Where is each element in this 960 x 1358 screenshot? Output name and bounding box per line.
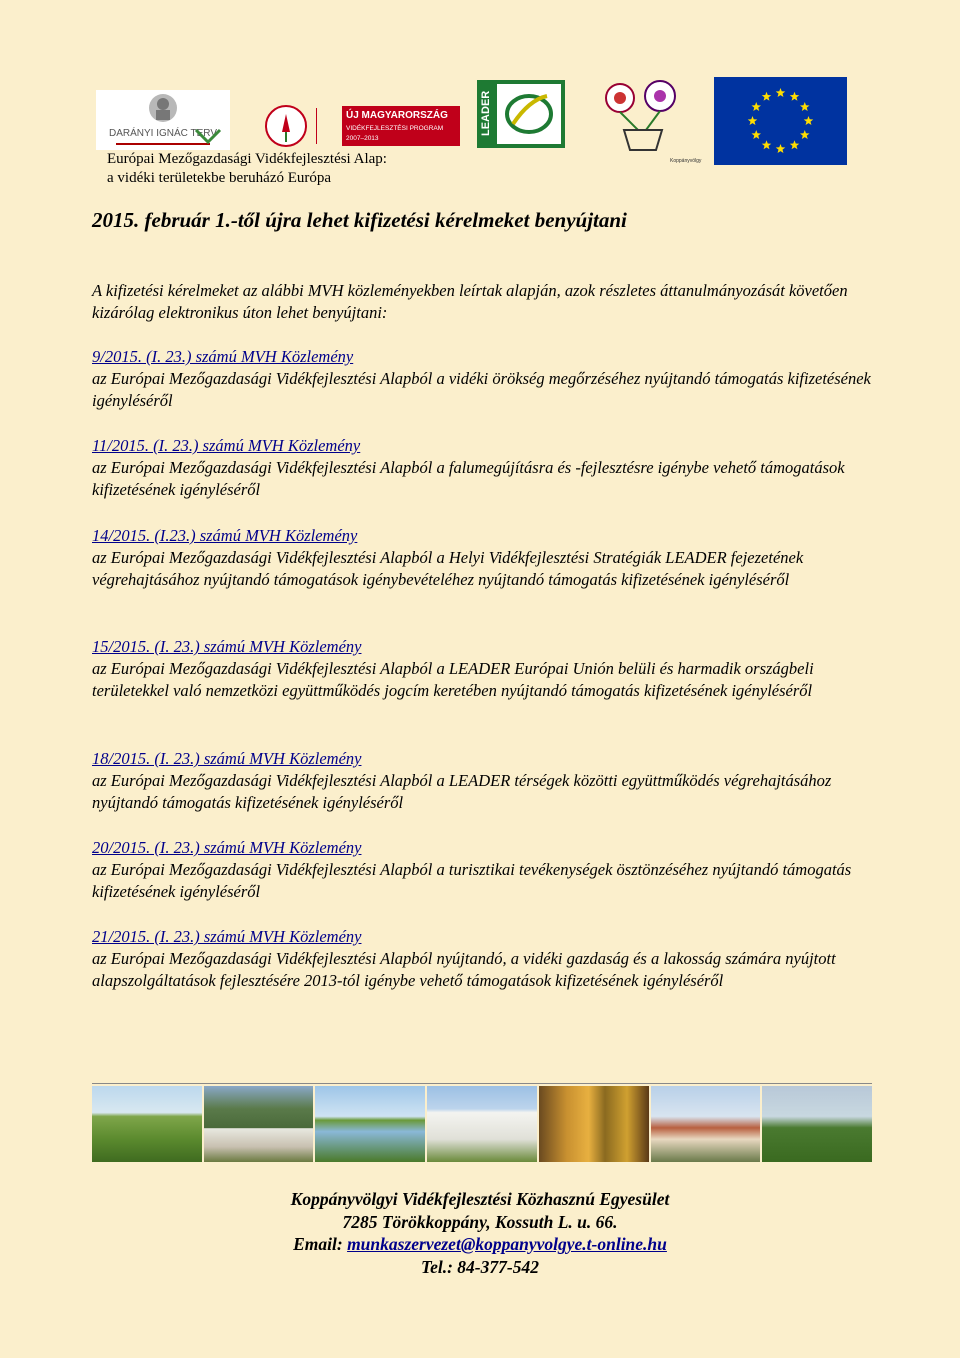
announcement-description: az Európai Mezőgazdasági Vidékfejlesztési Alapból a LEADER Európai Unión belüli és harmadik országbeli területekkel való nemzetközi együttműködés jogcím keretében nyújtandó támogatás kifizetésének igényléséről [92, 659, 814, 700]
announcement-link[interactable]: 14/2015. (I.23.) számú MVH Közlemény [92, 526, 358, 545]
announcement-description: az Európai Mezőgazdasági Vidékfejlesztési Alapból nyújtandó, a vidéki gazdaság és a lakosság számára nyújtott alapszolgáltatások fejlesztésére 2013-tól igénybe vehető támogatások kifizetésének igényléséről [92, 949, 836, 990]
eu-star-icon [748, 116, 758, 125]
eu-star-icon [762, 140, 772, 149]
announcement-item-11 [92, 435, 882, 501]
address: 7285 Törökkoppány, Kossuth L. u. 66. [342, 1211, 618, 1232]
eu-flag-logo [714, 77, 847, 165]
eu-star-icon [800, 130, 810, 139]
leader-logo [477, 80, 565, 148]
eu-star-icon [752, 102, 762, 111]
page-title: 2015. február 1.-től újra lehet kifizetési kérelmeket benyújtani [92, 208, 627, 232]
autumn-forest-photo [539, 1086, 649, 1162]
announcement-description: az Európai Mezőgazdasági Vidékfejlesztési Alapból a falumegújításra és -fejlesztésre igénybe vehető támogatások kifizetésének igényléséről [92, 458, 845, 499]
announcement-item-20 [92, 837, 882, 903]
announcement-link[interactable]: 9/2015. (I. 23.) számú MVH Közlemény [92, 347, 354, 366]
announcement-item-9 [92, 346, 882, 412]
email-line [0, 1233, 960, 1256]
umvp-line3: 2007–2013 [346, 135, 379, 142]
eu-star-icon [762, 92, 772, 101]
announcement-description: az Európai Mezőgazdasági Vidékfejlesztési Alapból a LEADER térségek közötti együttműködés végrehajtásához nyújtandó támogatás kifizetésének igényléséről [92, 771, 832, 812]
lake-photo [315, 1086, 425, 1162]
landscape-photo [92, 1086, 202, 1162]
umvp-line1: ÚJ MAGYARORSZÁG [346, 110, 448, 121]
white-cottage-photo [427, 1086, 537, 1162]
announcement-item-14 [92, 525, 882, 591]
footer-photo-strip [92, 1086, 872, 1162]
eafrd-slogan-line1: Európai Mezőgazdasági Vidékfejlesztési Alap: [107, 151, 387, 167]
eu-star-icon [790, 140, 800, 149]
announcement-item-15 [92, 636, 882, 702]
church-photo [651, 1086, 761, 1162]
leader-logo-text: LEADER [480, 90, 492, 136]
koppany-logo-text: Koppányvölgy [670, 158, 702, 164]
eu-star-icon [776, 144, 786, 153]
intro-paragraph: A kifizetési kérelmeket az alábbi MVH közleményekben leírtak alapján, azok részletes áttanulmányozását követően kizárólag elektronikus úton lehet benyújtani: [92, 281, 848, 322]
farmhouse-photo [204, 1086, 314, 1162]
announcement-description: az Európai Mezőgazdasági Vidékfejlesztési Alapból a vidéki örökség megőrzéséhez nyújtandó támogatás kifizetésének igényléséről [92, 369, 871, 410]
announcement-link[interactable]: 21/2015. (I. 23.) számú MVH Közlemény [92, 927, 362, 946]
eu-star-icon [804, 116, 814, 125]
eu-star-icon [776, 88, 786, 97]
announcement-description: az Európai Mezőgazdasági Vidékfejlesztési Alapból a turisztikai tevékenységek ösztönzéséhez nyújtandó támogatás kifizetésének igényléséről [92, 860, 852, 901]
eu-star-icon [752, 130, 762, 139]
announcement-item-18 [92, 748, 882, 814]
announcement-item-21 [92, 926, 882, 992]
phone: Tel.: 84-377-542 [421, 1256, 539, 1277]
reeds-pier-photo [762, 1086, 872, 1162]
announcement-link[interactable]: 11/2015. (I. 23.) számú MVH Közlemény [92, 436, 361, 455]
announcement-link[interactable]: 18/2015. (I. 23.) számú MVH Közlemény [92, 749, 362, 768]
daranyi-ignac-terv-logo [96, 90, 230, 150]
announcement-description: az Európai Mezőgazdasági Vidékfejlesztési Alapból a Helyi Vidékfejlesztési Stratégiák LEADER fejezetének végrehajtásához nyújtandó támogatások igénybevételéhez nyújtandó támogatás kifizetésének igényléséről [92, 548, 804, 589]
umvp-line2: VIDÉKFEJLESZTÉSI PROGRAM [346, 125, 444, 132]
organization-name: Koppányvölgyi Vidékfejlesztési Közhasznú Egyesület [290, 1189, 670, 1209]
email-label: Email: [293, 1234, 343, 1254]
eu-star-icon [790, 92, 800, 101]
darany-logo-text: DARÁNYI IGNÁC TERV [109, 128, 217, 139]
announcement-link[interactable]: 15/2015. (I. 23.) számú MVH Közlemény [92, 637, 362, 656]
eafrd-slogan-line2: a vidéki területekbe beruházó Európa [107, 170, 332, 186]
footer-divider [92, 1083, 872, 1084]
koppanyvolgy-logo [598, 78, 702, 164]
contact-block [0, 1188, 960, 1278]
announcement-link[interactable]: 20/2015. (I. 23.) számú MVH Közlemény [92, 838, 362, 857]
eu-star-icon [800, 102, 810, 111]
email-link[interactable]: munkaszervezet@koppanyvolgye.t-online.hu [347, 1234, 667, 1254]
uj-magyarorszag-logo [258, 102, 463, 150]
eafrd-slogan [107, 150, 387, 188]
